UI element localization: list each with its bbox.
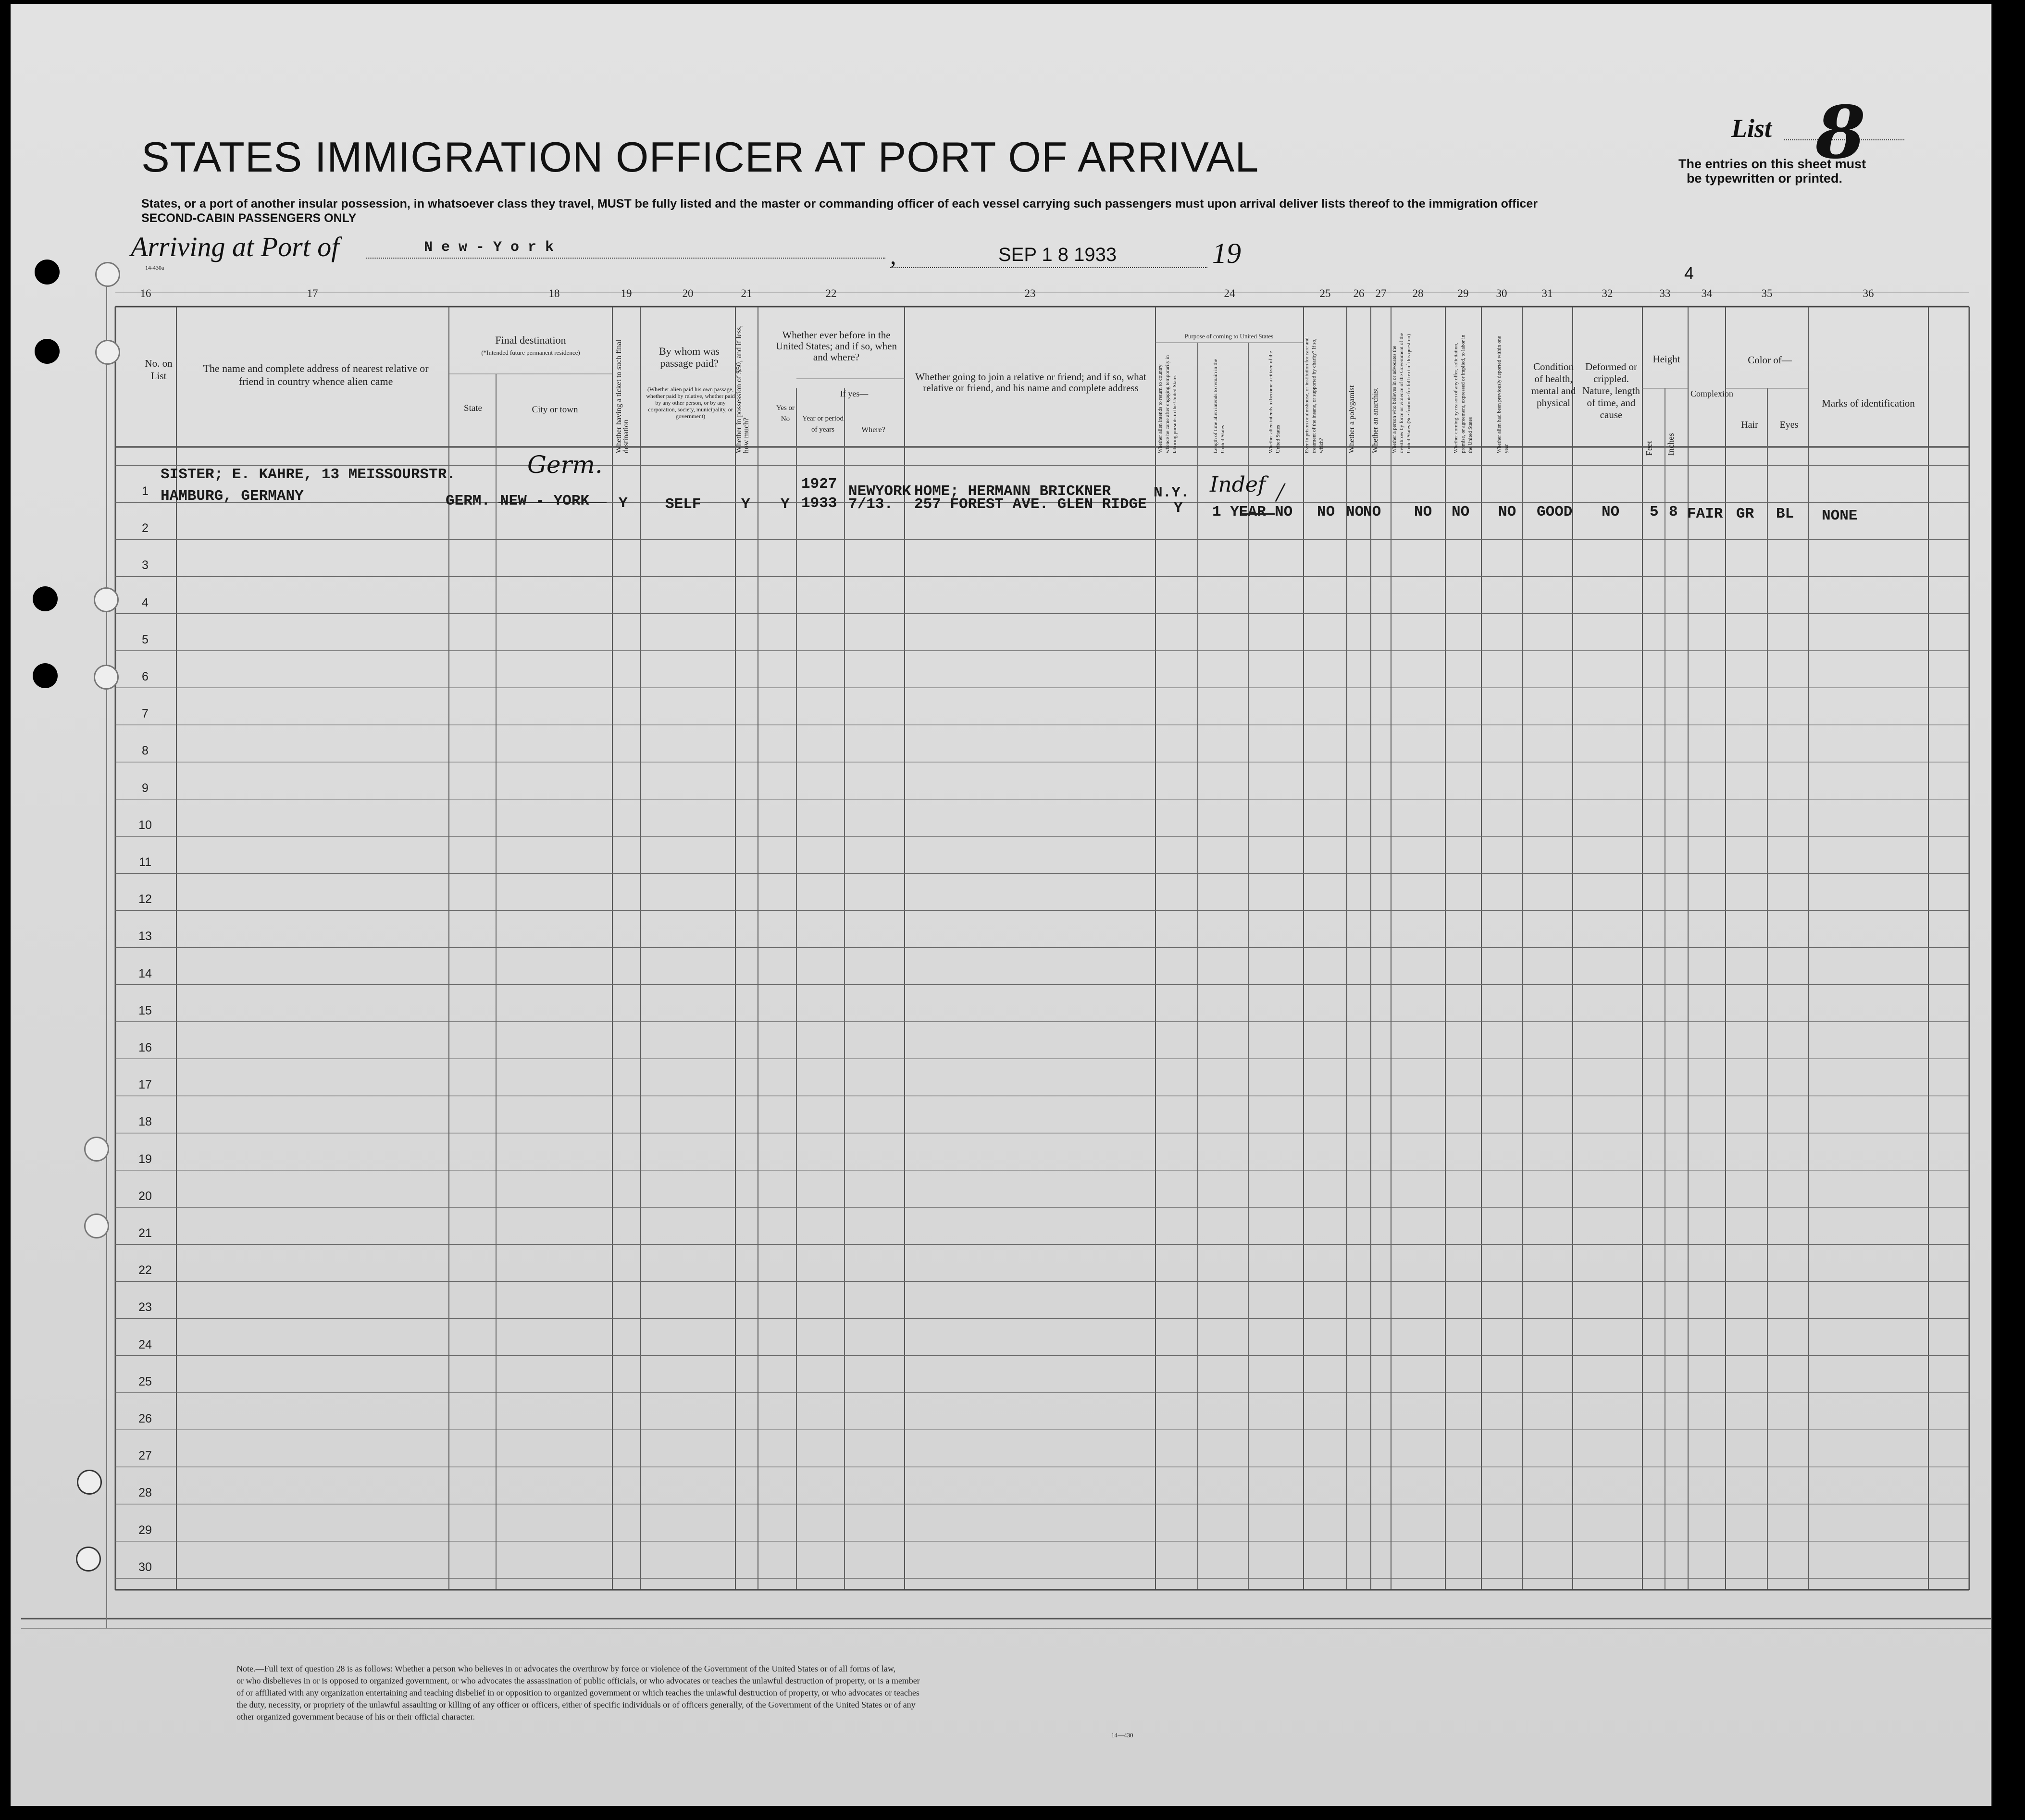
col33-header: Height bbox=[1652, 353, 1680, 365]
entry-check-mark: / bbox=[1276, 478, 1284, 508]
entry-relative-line1: SISTER; E. KAHRE, 13 MEISSOURSTR. bbox=[161, 466, 456, 483]
entry-col31: GOOD bbox=[1537, 504, 1573, 520]
col32-header: Deformed or crippled. Nature, length of time, and cause bbox=[1582, 361, 1640, 421]
column-number: 34 bbox=[1701, 287, 1713, 299]
col24c-header: Whether alien intends to become a citizen of the United States bbox=[1268, 351, 1281, 453]
col17-header: The name and complete address of nearest relative or friend in country whence alien came bbox=[203, 362, 429, 387]
col25-header: Ever in prison or almshouse, or institution for care and treatment of the insane, or supported by charity? If so, which? bbox=[1304, 337, 1324, 453]
punch-hole bbox=[35, 260, 60, 285]
column-number: 26 bbox=[1353, 287, 1365, 299]
entry-join-state: N.Y. bbox=[1154, 484, 1190, 501]
row-number: 12 bbox=[138, 892, 152, 906]
col22-where: Where? bbox=[861, 426, 885, 434]
manifest-sheet bbox=[11, 4, 1992, 1806]
punch-hole bbox=[77, 1470, 102, 1495]
row-number: 7 bbox=[142, 707, 149, 721]
entry-complexion: FAIR bbox=[1687, 506, 1723, 522]
punch-hole bbox=[95, 340, 120, 365]
row-number: 23 bbox=[138, 1300, 152, 1314]
top-note: 4 bbox=[1684, 263, 1694, 283]
col30-header: Whether alien had been previously deported within one year bbox=[1496, 335, 1509, 453]
footnote-line: of or affiliated with any organization entertaining and teaching disbelief in or opposition to organized government or which teaches the unlawful destruction of property, or who advocates or teaches bbox=[236, 1688, 919, 1697]
entry-before-yes: Y bbox=[781, 496, 790, 513]
col22-year: Year or period of years bbox=[802, 415, 844, 433]
entry-join-1: HOME; HERMANN BRICKNER bbox=[914, 483, 1111, 500]
col36-header: Marks of identification bbox=[1822, 397, 1915, 409]
entry-where-1: NEWYORK bbox=[848, 483, 911, 500]
footnote bbox=[236, 1663, 1188, 1723]
footnote-line: the duty, necessity, or propriety of the unlawful assaulting or killing of any officer or officers, either of specific individuals or of officers generally, of the Government of the United States or of any bbox=[236, 1700, 916, 1709]
entry-join-2: 257 FOREST AVE. GLEN RIDGE bbox=[914, 496, 1147, 513]
col27-header: Whether an anarchist bbox=[1371, 388, 1379, 453]
col18-state: State bbox=[464, 403, 482, 413]
row-number: 20 bbox=[138, 1189, 152, 1203]
row-number: 15 bbox=[138, 1003, 152, 1017]
margin-code: 14-430a bbox=[145, 264, 164, 271]
row-number: 3 bbox=[142, 558, 149, 572]
col19-header: Whether having a ticket to such final destination bbox=[615, 339, 630, 453]
col29-header: Whether coming by reason of any offer, solicitation, promise, or agreement, expressed or implied, to labor in the United States bbox=[1453, 334, 1473, 453]
list-label: List bbox=[1731, 114, 1772, 143]
entry-inches: 8 bbox=[1669, 504, 1678, 520]
row-number: 11 bbox=[139, 855, 151, 869]
entry-relative-line2: HAMBURG, GERMANY bbox=[161, 488, 304, 505]
row-number: 22 bbox=[138, 1263, 152, 1277]
column-number: 33 bbox=[1659, 287, 1671, 299]
column-number: 21 bbox=[741, 287, 752, 299]
col18-city: City or town bbox=[532, 405, 578, 415]
row-number: 29 bbox=[138, 1523, 152, 1537]
punch-hole bbox=[33, 663, 58, 688]
column-number: 16 bbox=[140, 287, 151, 299]
col23-header: Whether going to join a relative or friend; and if so, what relative or friend, and his name and complete address bbox=[915, 371, 1146, 394]
footnote-line: Note.—Full text of question 28 is as follows: Whether a person who believes in or advocates the overthrow by force or violence of the Government of the United States or of all forms of law, bbox=[236, 1664, 896, 1673]
entry-years-1: 1927 bbox=[801, 476, 837, 493]
entry-col24b: 1 YEAR bbox=[1212, 504, 1266, 520]
punch-hole bbox=[95, 262, 120, 287]
port-value: N e w - Y o r k bbox=[424, 239, 554, 256]
col28-header: Whether a person who believes in or advocates the overthrow by force or violence of the Government of the United States (See footnote for full text of this question) bbox=[1391, 333, 1412, 453]
punch-hole bbox=[94, 665, 119, 690]
manifest-grid bbox=[11, 4, 1991, 1806]
entry-col25: NO bbox=[1317, 504, 1335, 520]
row-number: 16 bbox=[138, 1041, 152, 1054]
col16-header: No. on List bbox=[145, 358, 173, 382]
col35-header: Color of— bbox=[1748, 354, 1792, 366]
punch-hole bbox=[94, 587, 119, 612]
entry-marks: NONE bbox=[1822, 508, 1858, 524]
entry-col28: NO bbox=[1414, 504, 1432, 520]
row-number: 27 bbox=[138, 1449, 152, 1463]
row-number: 24 bbox=[138, 1337, 152, 1351]
column-number: 19 bbox=[621, 287, 632, 299]
row-number: 1 bbox=[142, 484, 149, 498]
column-number: 32 bbox=[1602, 287, 1613, 299]
entry-city: NEW - YORK bbox=[500, 493, 590, 509]
col21-header: Whether in possession of $50, and if less, how much? bbox=[735, 325, 750, 453]
row-number: 21 bbox=[138, 1226, 152, 1240]
row-number: 18 bbox=[138, 1115, 152, 1129]
column-number: 36 bbox=[1863, 287, 1874, 299]
column-number: 23 bbox=[1024, 287, 1036, 299]
footnote-line: other organized government because of his or their official character. bbox=[236, 1712, 475, 1721]
punch-hole bbox=[84, 1213, 109, 1238]
col22-ifyes: If yes— bbox=[840, 389, 869, 398]
row-number: 30 bbox=[138, 1560, 152, 1574]
row-number: 6 bbox=[142, 670, 149, 683]
column-number: 18 bbox=[548, 287, 560, 299]
entry-col30: NO bbox=[1498, 504, 1516, 520]
form-code: 14—430 bbox=[1111, 1732, 1133, 1739]
entry-city-strike bbox=[498, 502, 607, 503]
arriving-label: Arriving at Port of bbox=[131, 231, 339, 262]
row-number: 25 bbox=[138, 1374, 152, 1388]
entry-where-2: 7/13. bbox=[848, 496, 894, 513]
punch-hole bbox=[76, 1547, 101, 1572]
column-number: 28 bbox=[1412, 287, 1424, 299]
entry-col32: NO bbox=[1602, 504, 1620, 520]
row-number: 5 bbox=[142, 632, 149, 646]
header-instructions: States, or a port of another insular possession, in whatsoever class they travel, MUST be fully listed and the master or commanding officer of each vessel carrying such passengers must upon arrival deliver lists thereof to the immigration officer bbox=[141, 197, 1538, 210]
entry-years-2: 1933 bbox=[801, 495, 837, 512]
punch-hole bbox=[84, 1137, 109, 1162]
column-number: 17 bbox=[307, 287, 318, 299]
col24b-header: Length of time alien intends to remain in the United States bbox=[1213, 359, 1226, 453]
entry-money: Y bbox=[741, 496, 750, 513]
col35-eyes: Eyes bbox=[1779, 420, 1799, 430]
col26-header: Whether a polygamist bbox=[1348, 385, 1356, 453]
entry-state: GERM. bbox=[446, 493, 491, 509]
year-prefix: 19 bbox=[1212, 237, 1241, 269]
column-number: 35 bbox=[1761, 287, 1773, 299]
row-number: 19 bbox=[138, 1152, 152, 1166]
entry-paid-by: SELF bbox=[665, 496, 701, 513]
column-number: 31 bbox=[1541, 287, 1553, 299]
row-number: 2 bbox=[142, 521, 149, 535]
form-title: STATES IMMIGRATION OFFICER AT PORT OF ARRIVAL bbox=[141, 133, 1259, 181]
entry-col24b-handwritten: Indef bbox=[1210, 472, 1266, 497]
col20-sub: (Whether alien paid his own passage, whether paid by relative, whether paid by any other person, or by any corporation, society, municipality, or government) bbox=[646, 386, 735, 420]
col18-header: Final destination bbox=[495, 334, 566, 346]
entries-note-1: The entries on this sheet must bbox=[1678, 157, 1866, 171]
entry-col26: NO bbox=[1346, 504, 1364, 520]
col33-feet: Feet bbox=[1644, 441, 1654, 456]
comma: , bbox=[890, 242, 896, 269]
list-number: 8 bbox=[1815, 90, 1866, 175]
entry-col24b-strike bbox=[1241, 513, 1275, 515]
row-number: 17 bbox=[138, 1078, 152, 1092]
row-number: 26 bbox=[138, 1412, 152, 1425]
entry-col29: NO bbox=[1452, 504, 1470, 520]
row-number: 13 bbox=[138, 929, 152, 943]
column-number: 25 bbox=[1319, 287, 1331, 299]
entry-eyes: BL bbox=[1776, 506, 1794, 522]
col18-sub: (*Intended future permanent residence) bbox=[481, 349, 580, 356]
footnote-line: or who disbelieves in or is opposed to organized government, or who advocates the assassination of public officials, or who advocates or teaches the unlawful destruction of property, or is a member bbox=[236, 1676, 920, 1685]
entry-col24c: NO bbox=[1275, 504, 1293, 520]
col31-header: Condition of health, mental and physical bbox=[1531, 361, 1576, 409]
row-number: 14 bbox=[138, 966, 152, 980]
col35-hair: Hair bbox=[1741, 420, 1758, 430]
date-stamp: SEP 1 8 1933 bbox=[998, 244, 1117, 265]
col34-header: Complexion bbox=[1690, 389, 1733, 398]
punch-hole bbox=[35, 339, 60, 364]
row-number: 8 bbox=[142, 744, 149, 758]
entry-hair: GR bbox=[1736, 506, 1754, 522]
entries-note-2: be typewritten or printed. bbox=[1687, 171, 1843, 186]
col24-header: Purpose of coming to United States bbox=[1184, 333, 1274, 340]
row-number: 4 bbox=[142, 595, 149, 609]
column-number: 27 bbox=[1375, 287, 1387, 299]
col22-yesno: Yes or No bbox=[776, 404, 795, 423]
col33-inches: Inches bbox=[1666, 433, 1676, 456]
col20-header: By whom was passage paid? bbox=[659, 345, 720, 369]
column-number: 30 bbox=[1496, 287, 1507, 299]
entry-col24a: Y bbox=[1174, 500, 1183, 517]
entry-feet: 5 bbox=[1650, 504, 1659, 520]
row-number: 9 bbox=[142, 781, 149, 795]
col22-header: Whether ever before in the United States; and if so, when and where? bbox=[776, 329, 897, 363]
column-number: 29 bbox=[1457, 287, 1469, 299]
column-number: 20 bbox=[682, 287, 694, 299]
entry-destination-handwritten: Germ. bbox=[527, 451, 603, 479]
column-number: 24 bbox=[1224, 287, 1235, 299]
entry-col27: NO bbox=[1363, 504, 1381, 520]
row-number: 28 bbox=[138, 1486, 152, 1500]
row-number: 10 bbox=[138, 818, 152, 832]
col24a-header: Whether alien intends to return to country whence he came after engaging temporarily in laboring pursuits in the United States bbox=[1157, 355, 1178, 453]
punch-hole bbox=[33, 586, 58, 611]
column-number: 22 bbox=[825, 287, 837, 299]
header-second-cabin: SECOND-CABIN PASSENGERS ONLY bbox=[141, 211, 357, 225]
entry-ticket: Y bbox=[619, 495, 628, 512]
